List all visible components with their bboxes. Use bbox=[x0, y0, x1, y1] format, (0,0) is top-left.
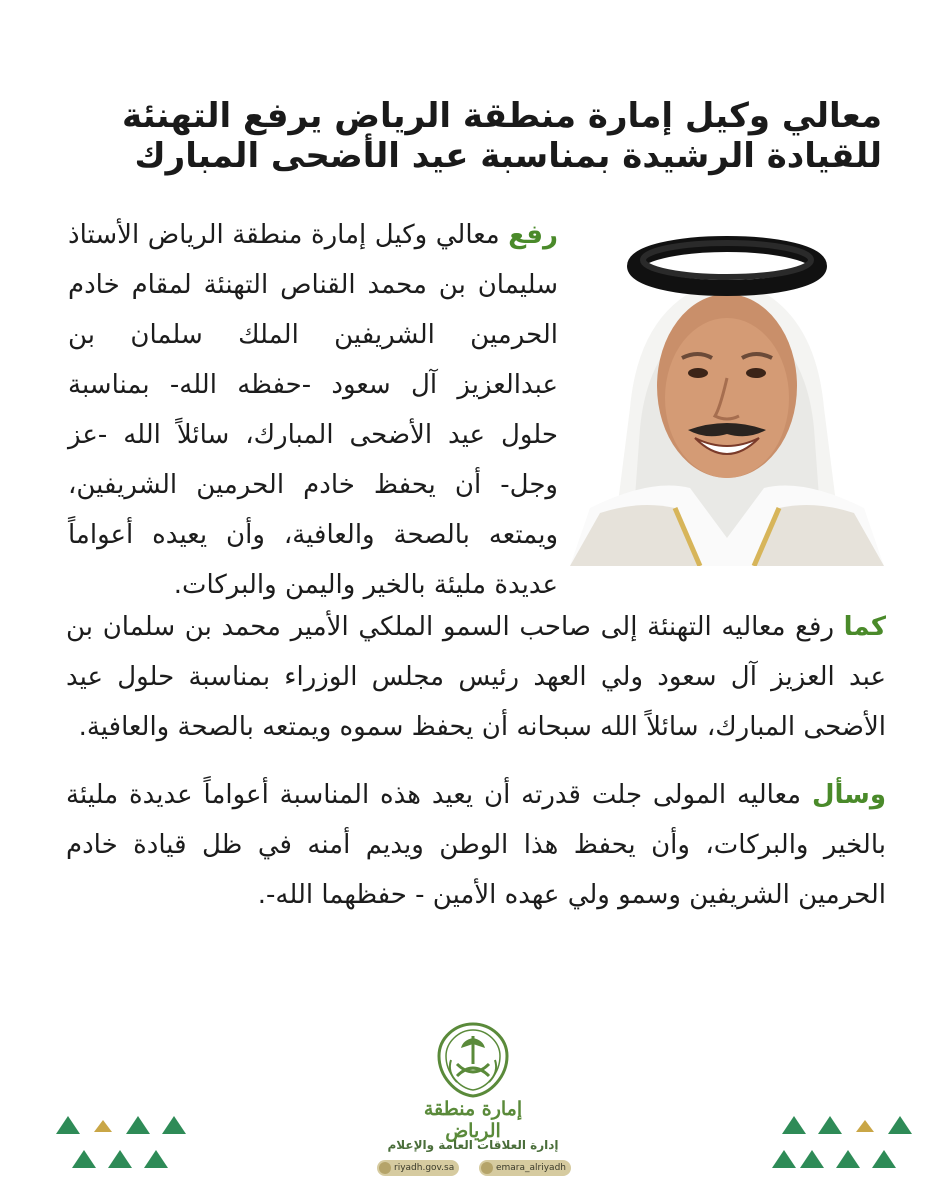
paragraph-1 bbox=[68, 210, 558, 610]
paragraph-3 bbox=[66, 770, 886, 920]
globe-icon bbox=[379, 1162, 391, 1174]
website-text: riyadh.gov.sa bbox=[394, 1163, 455, 1173]
website-link[interactable] bbox=[377, 1160, 459, 1176]
portrait-illustration bbox=[570, 208, 884, 566]
paragraph-2-lead: كما bbox=[843, 612, 886, 642]
portrait-photo bbox=[570, 208, 884, 566]
paragraph-1-text: معالي وكيل إمارة منطقة الرياض الأستاذ سليمان بن محمد القناص التهنئة لمقام خادم الحرمين الشريفين الملك سلمان بن عبدالعزيز آل سعود -حفظه الله- بمناسبة حلول عيد الأضحى المبارك، سائلاً الله -عز وجل- أن يحفظ خادم الحرمين الشريفين، ويمتعه بالصحة والعافية، وأن يعيده أعواماً عديدة مليئة بالخير واليمن والبركات. bbox=[68, 220, 558, 600]
emblem-seal-icon bbox=[433, 1022, 513, 1098]
paragraph-3-lead: وسأل bbox=[811, 780, 886, 810]
department-name: إدارة العلاقات العامة والإعلام bbox=[387, 1138, 559, 1152]
organization-logo-text: إمارة منطقة الرياض bbox=[423, 1098, 523, 1142]
paragraph-1-lead: رفع bbox=[508, 220, 558, 250]
article-title: معالي وكيل إمارة منطقة الرياض يرفع التهنئة للقيادة الرشيدة بمناسبة عيد الأضحى المبارك bbox=[122, 96, 882, 176]
paragraph-3-text: معاليه المولى جلت قدرته أن يعيد هذه المناسبة أعواماً عديدة مليئة بالخير والبركات، وأن يحفظ هذا الوطن ويديم أمنه في ظل قيادة خادم الحرمين الشريفين وسمو ولي عهده الأمين - حفظهما الله-. bbox=[66, 780, 886, 910]
social-handle-text: emara_alriyadh bbox=[495, 1163, 566, 1173]
paragraph-2-text: رفع معاليه التهنئة إلى صاحب السمو الملكي الأمير محمد بن سلمان بن عبد العزيز آل سعود ولي العهد رئيس مجلس الوزراء بمناسبة حلول عيد الأضحى المبارك، سائلاً الله سبحانه أن يحفظ سموه ويمتعه بالصحة والعافية. bbox=[66, 612, 886, 742]
decorative-triangles-right bbox=[768, 1112, 918, 1172]
contact-bar bbox=[377, 1160, 571, 1178]
paragraph-2 bbox=[66, 602, 886, 752]
social-icon bbox=[481, 1162, 493, 1174]
decorative-triangles-left bbox=[50, 1112, 200, 1172]
social-handle-link[interactable] bbox=[479, 1160, 571, 1176]
